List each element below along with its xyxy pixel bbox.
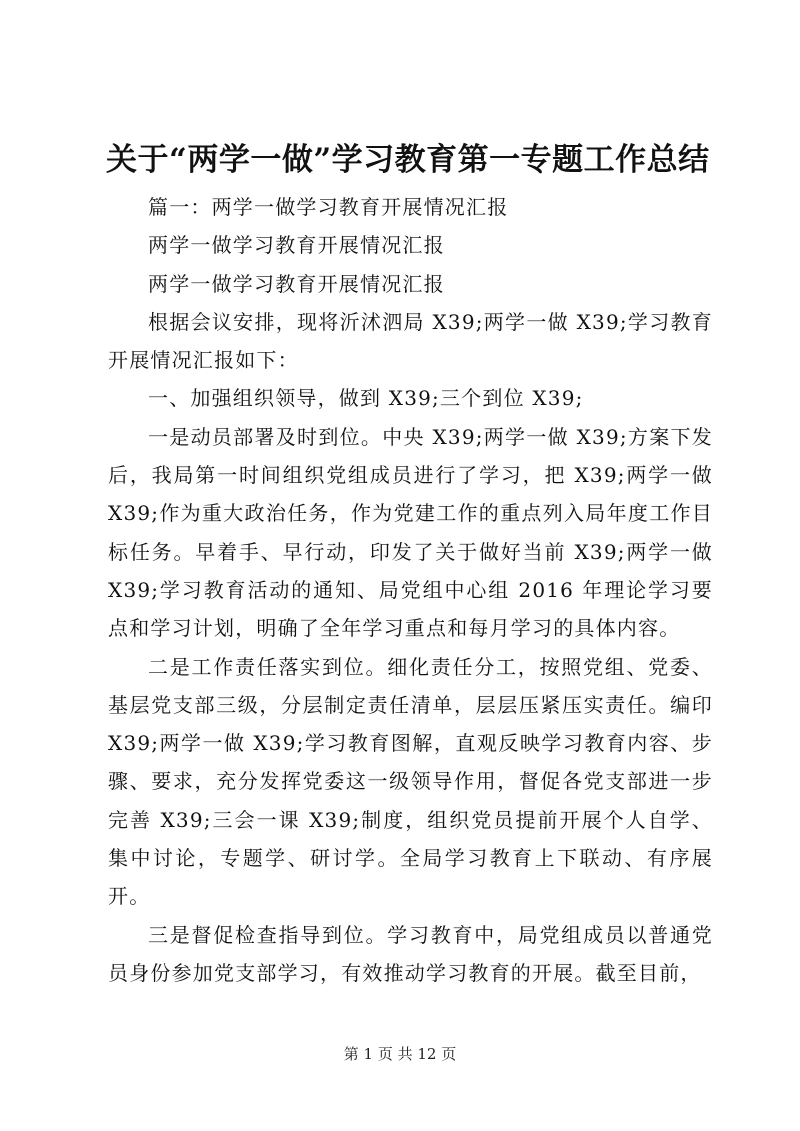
paragraph-section-heading: 篇一：两学一做学习教育开展情况汇报 bbox=[148, 195, 509, 219]
page-number-footer: 第 1 页 共 12 页 bbox=[343, 1045, 457, 1063]
paragraph-report-title: 两学一做学习教育开展情况汇报 bbox=[148, 233, 445, 258]
document-title: 关于“两学一做”学习教育第一专题工作总结 bbox=[106, 142, 710, 178]
document-body bbox=[108, 188, 713, 992]
paragraph-heading-one: 一、加强组织领导，做到 X39;三个到位 X39; bbox=[148, 386, 584, 411]
paragraph-item-two: 二是工作责任落实到位。细化责任分工，按照党组、党委、基层党支部三级，分层制定责任清单，层层压紧压实责任。编印 X39;两学一做 X39;学习教育图解，直观反映学习教育内容、步骤、要求，充分发挥党委这一级领导作用，督促各党支部进一步完善 X39;三会一课 X39;制度，组织党员提前开展个人自学、集中讨论，专题学、研讨学。全局学习教育上下联动、有序展开。 bbox=[108, 654, 713, 909]
paragraph-item-three: 三是督促检查指导到位。学习教育中，局党组成员以普通党员身份参加党支部学习，有效推动学习教育的开展。截至目前， bbox=[108, 922, 713, 985]
paragraph-item-one: 一是动员部署及时到位。中央 X39;两学一做 X39;方案下发后，我局第一时间组织党组成员进行了学习，把 X39;两学一做 X39;作为重大政治任务，作为党建工作的重点列入局年度工作目标任务。早着手、早行动，印发了关于做好当前 X39;两学一做 X39;学习教育活动的通知、局党组中心组 2016 年理论学习要点和学习计划，明确了全年学习重点和每月学习的具体内容。 bbox=[108, 424, 713, 641]
paragraph-intro: 根据会议安排，现将沂沭泗局 X39;两学一做 X39;学习教育开展情况汇报如下： bbox=[108, 309, 713, 373]
paragraph-report-subtitle: 两学一做学习教育开展情况汇报 bbox=[148, 271, 445, 296]
